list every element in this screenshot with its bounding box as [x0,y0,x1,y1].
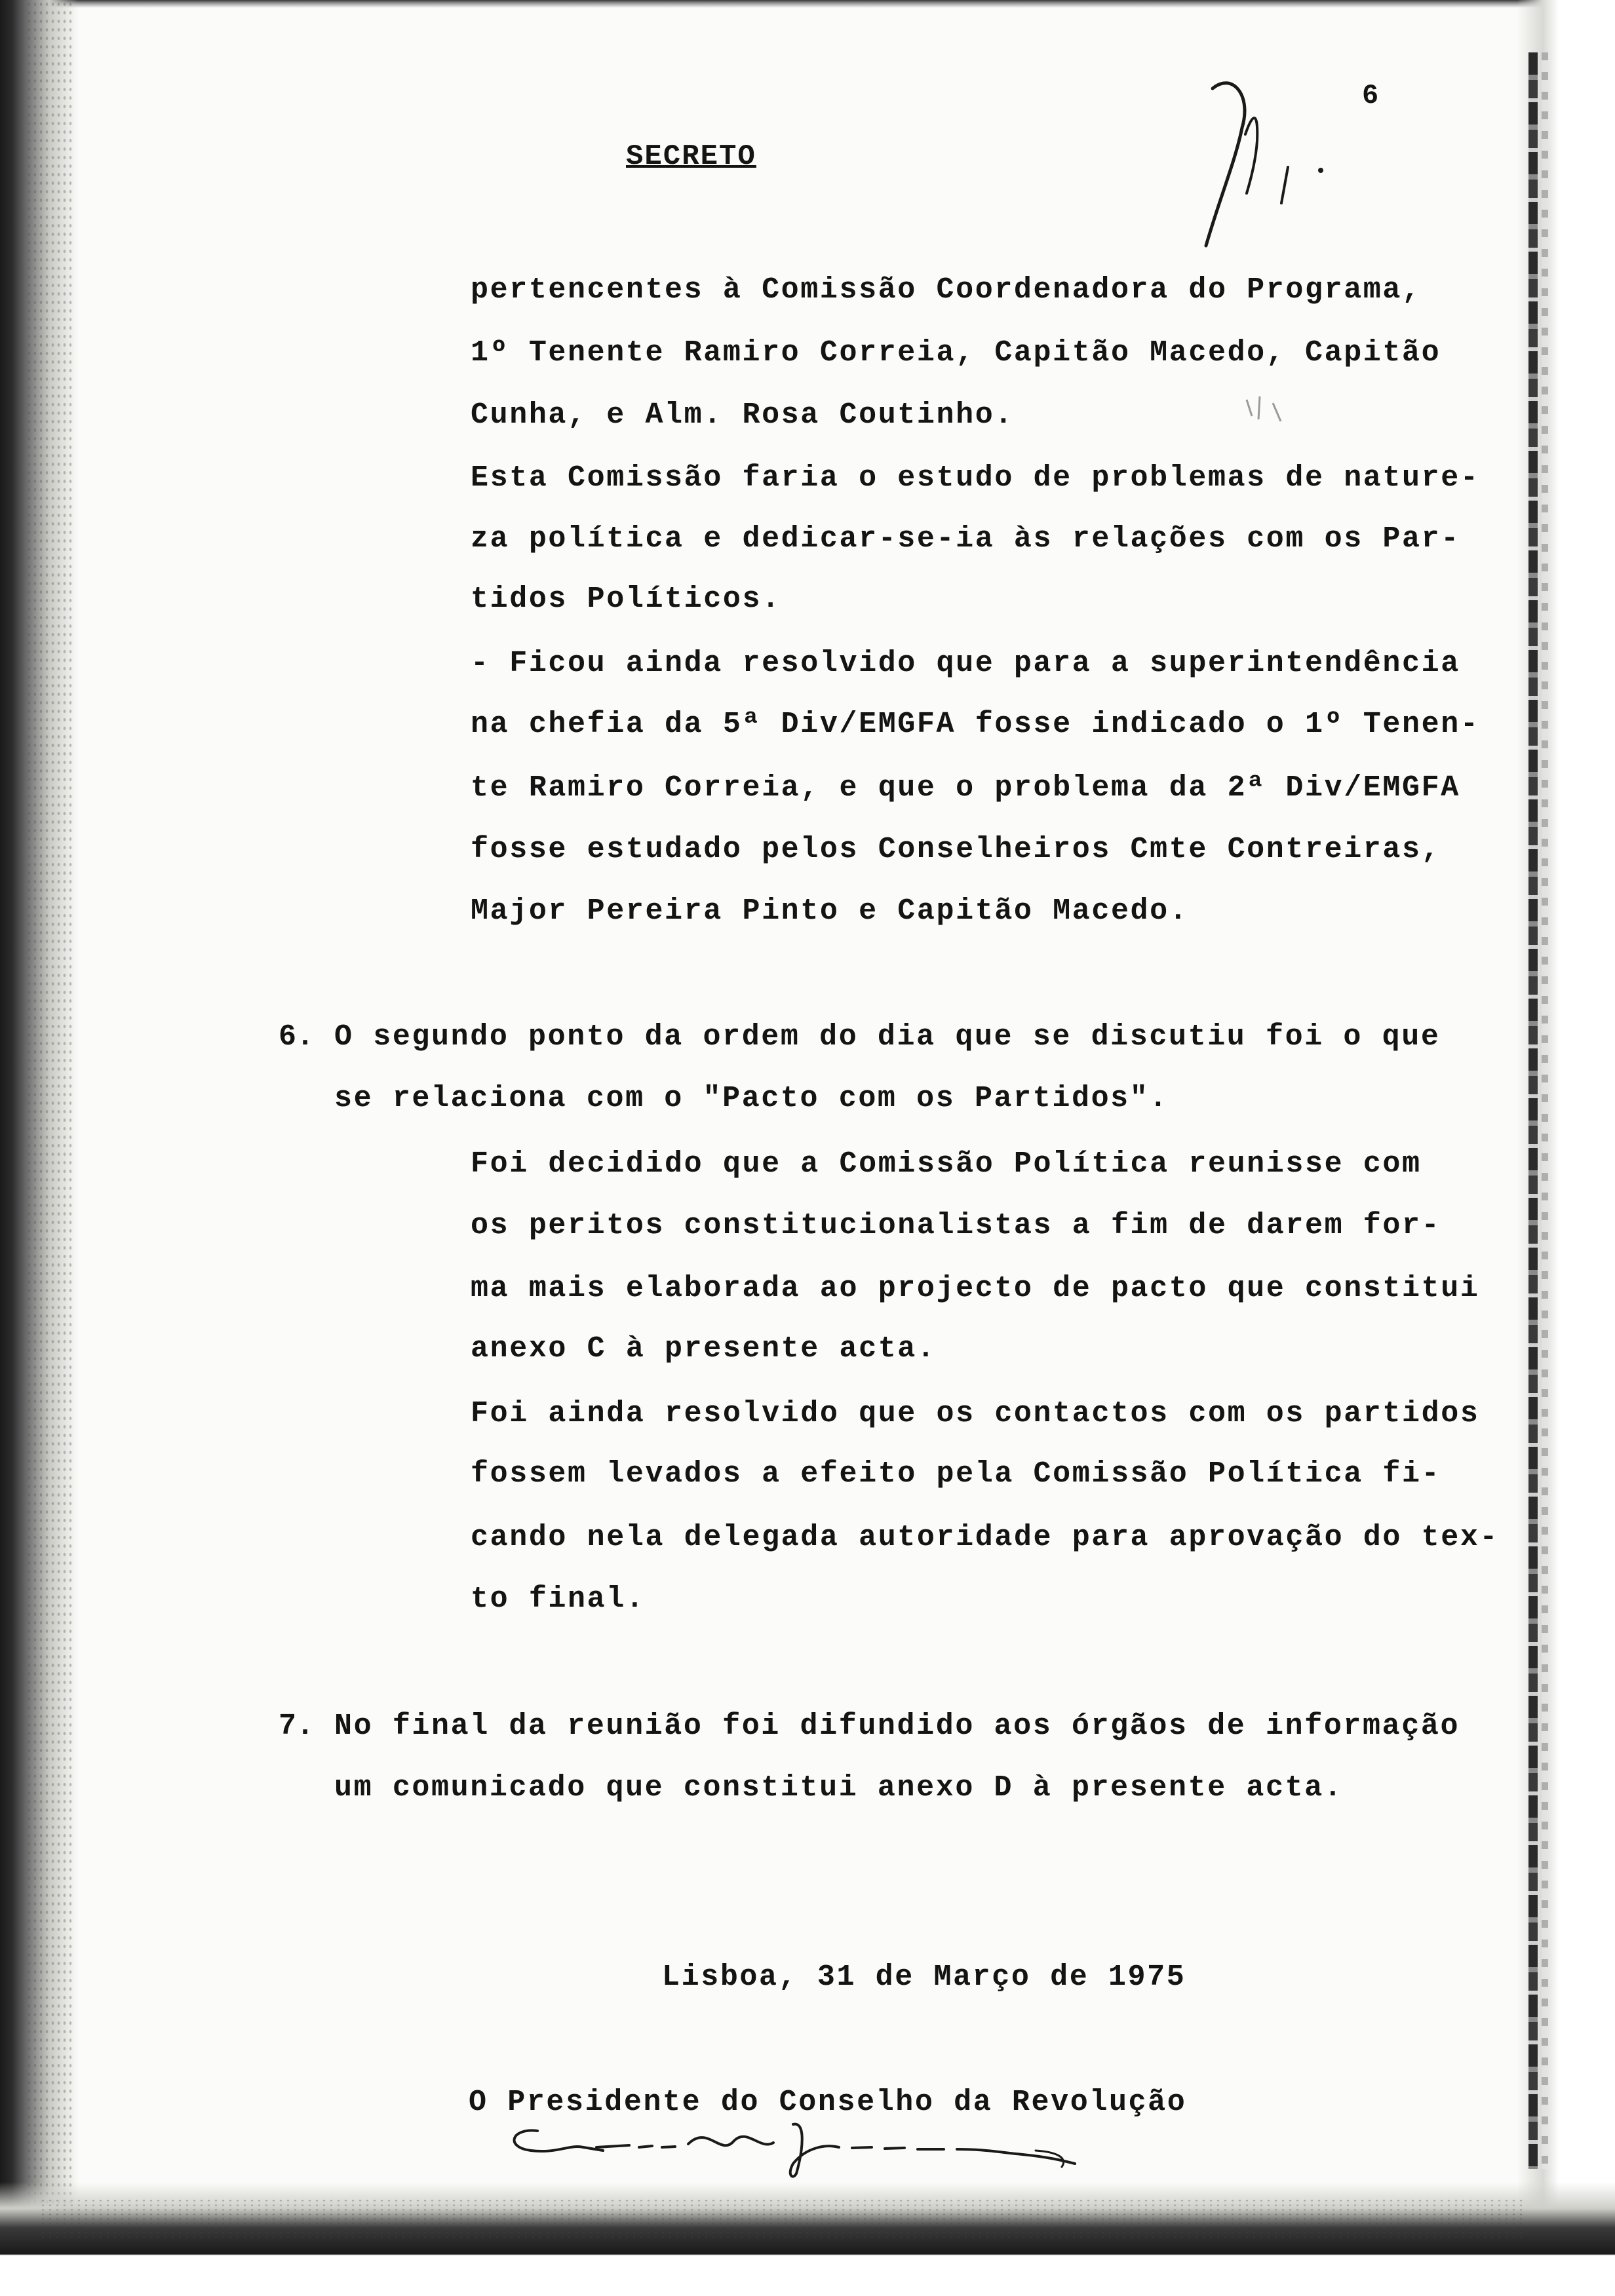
text-line: No final da reunião foi difundido aos órgãos de informação [334,1710,1460,1743]
text-line: anexo C à presente acta. [471,1332,937,1366]
scan-edge-right-band-light [1542,52,1548,2169]
text-line: os peritos constitucionalistas a fim de darem for- [471,1209,1441,1242]
scan-noise-bottom [39,2198,1527,2238]
faint-stamp-mark [1240,390,1293,429]
place-date: Lisboa, 31 de Março de 1975 [662,1961,1186,1994]
text-line: fossem levados a efeito pela Comissão Política fi- [471,1457,1441,1491]
text-line: O segundo ponto da ordem do dia que se discutiu foi o que [334,1020,1441,1054]
text-line: Esta Comissão faria o estudo de problemas de nature- [471,461,1480,495]
scan-edge-top [0,0,1615,8]
classification-header: SECRETO [626,140,756,173]
text-line: na chefia da 5ª Div/EMGFA fosse indicado o 1º Tenen- [471,708,1480,741]
text-line: ma mais elaborada ao projecto de pacto que constitui [471,1272,1480,1305]
text-line: Foi ainda resolvido que os contactos com os partidos [471,1397,1480,1430]
signatory-title: O Presidente do Conselho da Revolução [469,2086,1187,2119]
text-line: cando nela delegada autoridade para aprovação do tex- [471,1521,1500,1554]
list-number-6: 6. [279,1020,315,1054]
text-line: pertencentes à Comissão Coordenadora do Programa, [471,273,1422,307]
text-line: se relaciona com o "Pacto com os Partidos". [334,1082,1169,1115]
text-line: 1º Tenente Ramiro Correia, Capitão Macedo, Capitão [471,336,1441,370]
text-line: um comunicado que constitui anexo D à presente acta. [334,1771,1344,1805]
page-number: 6 [1362,80,1380,111]
text-line: - Ficou ainda resolvido que para a superintendência [471,647,1460,680]
scan-noise-left [26,0,72,2296]
text-line: to final. [471,1582,646,1616]
handwritten-signature [498,2111,1101,2183]
text-line: fosse estudado pelos Conselheiros Cmte Contreiras, [471,833,1441,866]
text-line: tidos Políticos. [471,583,781,616]
scan-edge-right-band [1528,52,1538,2169]
text-line: Cunha, e Alm. Rosa Coutinho. [471,398,1014,432]
text-line: Major Pereira Pinto e Capitão Macedo. [471,894,1189,928]
text-line: Foi decidido que a Comissão Política reunisse com [471,1147,1422,1181]
text-line: te Ramiro Correia, e que o problema da 2ª Div/EMGFA [471,771,1460,805]
handwritten-initials [1180,69,1350,265]
list-number-7: 7. [279,1710,315,1743]
text-line: za política e dedicar-se-ia às relações com os Par- [471,522,1460,556]
